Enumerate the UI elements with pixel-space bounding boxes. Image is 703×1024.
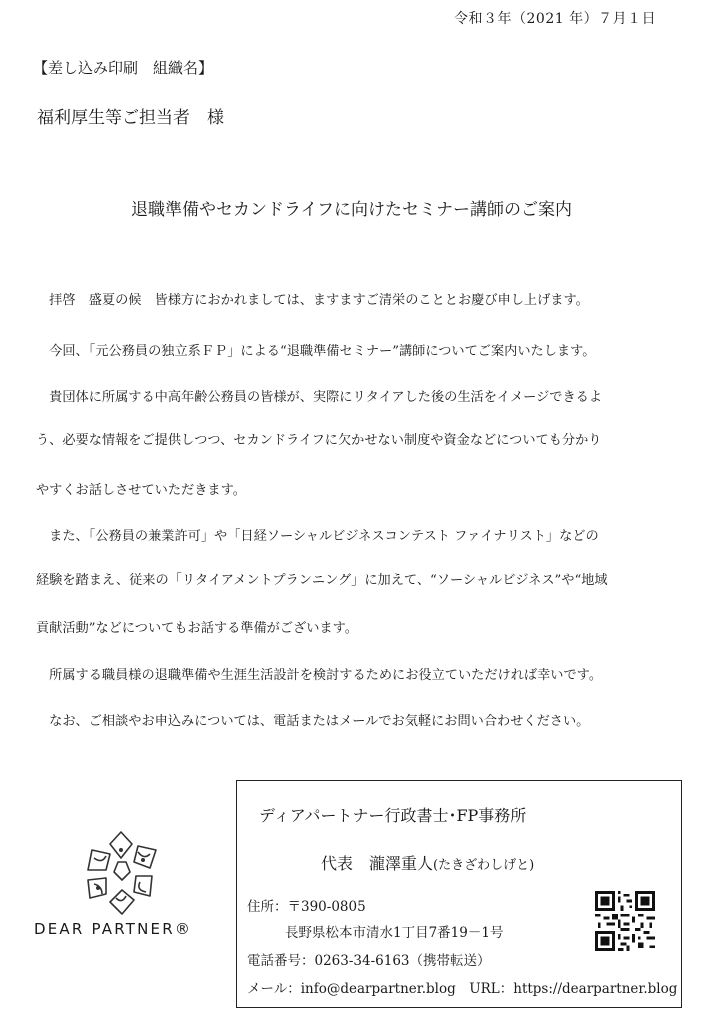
organization-placeholder: 【差し込み印刷 組織名】 <box>33 59 214 77</box>
address-label: 住所：〒390-0805 <box>247 899 366 915</box>
email-url[interactable]: メール：info@dearpartner.blog URL：https://dearpartner.blog <box>247 981 678 997</box>
addressee: 福利厚生等ご担当者 様 <box>37 108 224 128</box>
phone-number: 電話番号：0263-34-6163（携帯転送） <box>247 953 491 969</box>
office-name: ディアパートナー行政書士･FP事務所 <box>259 806 527 825</box>
body-line: 経験を踏まえ、従来の「リタイアメントプランニング」に加えて、“ソーシャルビジネス”や“地域 <box>36 573 608 588</box>
body-line: う、必要な情報をご提供しつつ、セカンドライフに欠かせない制度や資金などについても分かり <box>36 433 602 448</box>
representative-reading: (たきざわしげと) <box>433 858 535 873</box>
letter-date: 令和３年（2021 年）７月１日 <box>454 11 657 27</box>
body-line: 今回、「元公務員の独立系ＦＰ」による“退職準備セミナー”講師についてご案内いたします。 <box>36 344 596 359</box>
body-line: なお、ご相談やお申込みについては、電話またはメールでお気軽にお問い合わせください。 <box>36 714 590 729</box>
brand-name: DEAR PARTNER® <box>34 920 193 938</box>
flower-logo-icon <box>78 828 164 916</box>
address-line: 長野県松本市清水1丁目7番19－1号 <box>285 925 504 941</box>
body-line: 拝啓 盛夏の候 皆様方におかれましては、ますますご清栄のこととお慶び申し上げます。 <box>36 293 589 308</box>
body-line: やすくお話しさせていただきます。 <box>36 483 246 498</box>
body-line: 貴団体に所属する中高年齢公務員の皆様が、実際にリタイアした後の生活をイメージできるよ <box>36 390 603 405</box>
body-line: 所属する職員様の退職準備や生涯生活設計を検討するためにお役立ていただければ幸いです。 <box>36 668 603 683</box>
qr-code-icon[interactable] <box>595 891 655 951</box>
contact-box <box>236 780 682 1008</box>
representative <box>321 851 534 874</box>
letter-title: 退職準備やセカンドライフに向けたセミナー講師のご案内 <box>131 200 572 220</box>
representative-name: 代表 瀧澤重人 <box>321 854 434 873</box>
body-line: 貢献活動”などについてもお話する準備がございます。 <box>36 621 358 636</box>
body-line: また、「公務員の兼業許可」や「日経ソーシャルビジネスコンテスト ファイナリスト」などの <box>36 529 599 544</box>
